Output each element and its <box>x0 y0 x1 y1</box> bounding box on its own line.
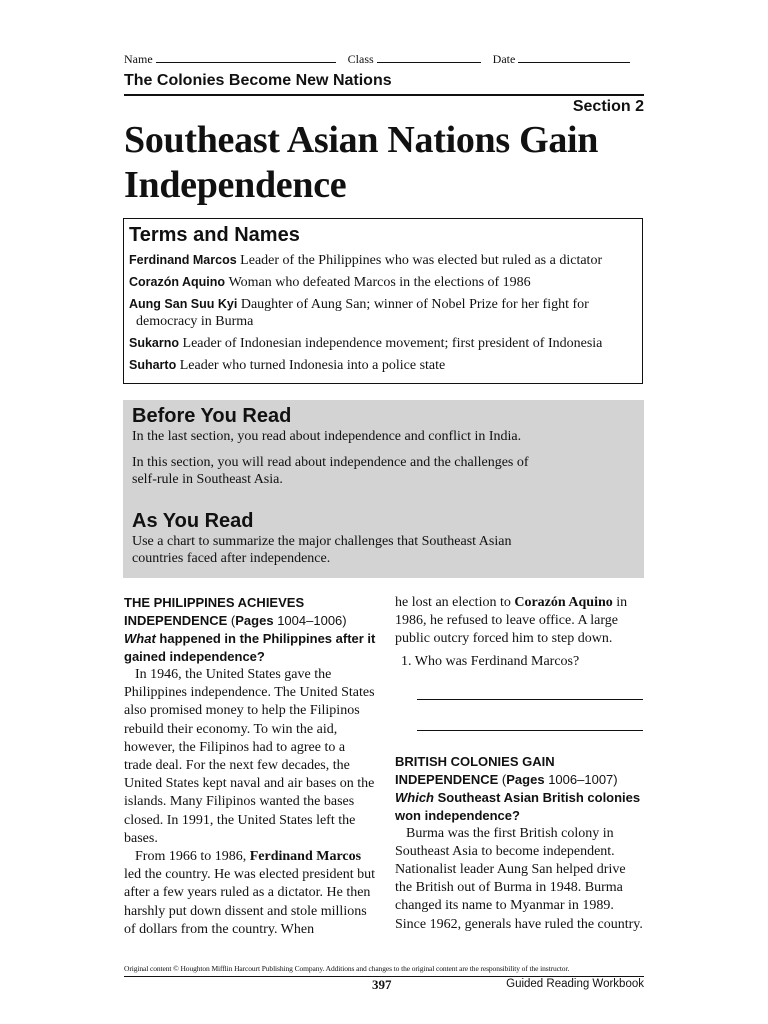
pages-range: 1004–1006 <box>277 613 343 628</box>
name-blank[interactable] <box>156 52 336 63</box>
chapter-title: The Colonies Become New Nations <box>124 72 392 89</box>
term-item <box>129 357 636 374</box>
term-name: Sukarno <box>129 336 180 350</box>
body-paragraph <box>395 594 645 649</box>
section-question <box>124 630 376 666</box>
before-you-read-text: In the last section, you read about independence and conflict in India. <box>132 429 522 444</box>
before-you-read-text: In this section, you will read about independence and the challenges of self-rule in Southeast Asia. <box>132 454 529 487</box>
date-blank[interactable] <box>518 52 630 63</box>
term-definition: Leader who turned Indonesia into a police state <box>179 358 446 373</box>
pages-label: Pages <box>235 613 274 628</box>
term-item <box>129 274 636 291</box>
workbook-label: Guided Reading Workbook <box>506 978 644 990</box>
term-item <box>129 335 636 352</box>
para-text: From 1966 to 1986, <box>135 849 247 865</box>
pages-range: 1006–1007 <box>548 771 614 787</box>
para-text: led the country. He was elected president but after a few years ruled as a dictator. He then harshly put down dissent and stole millions of dollars from the country. When <box>124 867 376 937</box>
terms-heading: Terms and Names <box>129 224 300 246</box>
right-column <box>395 594 645 934</box>
chapter-divider <box>124 94 644 96</box>
copyright-note: Original content © Houghton Mifflin Harcourt Publishing Company. Additions and changes to the original content are the responsibility of the instructor. <box>124 964 570 973</box>
term-definition: Leader of Indonesian independence movement; first president of Indonesia <box>182 336 603 351</box>
question-text: happened in the Philippines after it gained independence? <box>124 631 376 664</box>
answer-line[interactable] <box>417 730 643 731</box>
section-heading-text: BRITISH COLONIES GAIN INDEPENDENCE <box>395 753 555 787</box>
term-item <box>129 296 636 330</box>
term-definition: Woman who defeated Marcos in the elections of 1986 <box>228 275 531 290</box>
as-you-read-text: Use a chart to summarize the major challenges that Southeast Asian countries faced after independence. <box>132 533 512 566</box>
section-label: Section 2 <box>572 98 644 115</box>
answer-line[interactable] <box>417 699 643 700</box>
body-paragraph: In 1946, the United States gave the Philippines independence. The United States also promised money to help the Filipinos rebuild their economy. To win the aid, however, the Filipinos had to agree to a trade deal. For the next few decades, the United States kept naval and air bases on the islands. Many Filipinos wanted the bases closed. In 1991, the United States left the bases. <box>124 667 375 846</box>
date-label: Date <box>492 52 516 66</box>
body-paragraph: Burma was the first British colony in Southeast Asia to become independent. Nationalist leader Aung San helped drive the British out of Burma in 1948. Burma changed its name to Myanmar in 1989. Since 1962, generals have ruled the country. <box>395 825 643 932</box>
para-text: in 1986, he refused to leave office. A large public outcry forced him to step down. <box>395 595 628 647</box>
key-term: Ferdinand Marcos <box>249 849 362 865</box>
page-number: 397 <box>372 977 392 992</box>
term-definition-continuation: democracy in Burma <box>136 314 254 329</box>
body-paragraph <box>124 848 376 939</box>
section-heading <box>124 594 376 630</box>
section-heading <box>395 753 645 789</box>
pages-reference: (Pages 1006–1007) <box>501 771 618 787</box>
section-question <box>395 789 645 825</box>
reading-guide-box <box>123 400 644 578</box>
question-1: 1. Who was Ferdinand Marcos? <box>401 653 580 669</box>
as-you-read-heading: As You Read <box>132 509 254 532</box>
before-you-read-heading: Before You Read <box>132 405 292 427</box>
para-text: he lost an election to <box>395 595 511 610</box>
term-name: Aung San Suu Kyi <box>129 297 238 311</box>
class-blank[interactable] <box>377 52 481 63</box>
student-info-row <box>124 52 644 67</box>
pages-reference: (Pages 1004–1006) <box>230 613 347 628</box>
key-term: Corazón Aquino <box>514 595 613 610</box>
term-name: Suharto <box>129 358 177 372</box>
question-word: Which <box>395 789 434 805</box>
question-word: What <box>124 631 156 646</box>
page-title: Southeast Asian Nations Gain Independence <box>124 119 599 206</box>
question-text: Southeast Asian British colonies won independence? <box>395 789 641 823</box>
term-name: Corazón Aquino <box>129 275 226 289</box>
section-heading-text: THE PHILIPPINES ACHIEVES INDEPENDENCE <box>124 595 305 628</box>
term-name: Ferdinand Marcos <box>129 253 237 267</box>
term-definition: Daughter of Aung San; winner of Nobel Prize for her fight for <box>240 297 589 312</box>
term-definition: Leader of the Philippines who was elected but ruled as a dictator <box>240 253 603 268</box>
terms-and-names-box <box>123 218 643 384</box>
pages-label: Pages <box>506 771 545 787</box>
term-item <box>129 252 636 269</box>
left-column <box>124 594 376 939</box>
name-label: Name <box>124 52 153 66</box>
class-label: Class <box>347 52 374 66</box>
